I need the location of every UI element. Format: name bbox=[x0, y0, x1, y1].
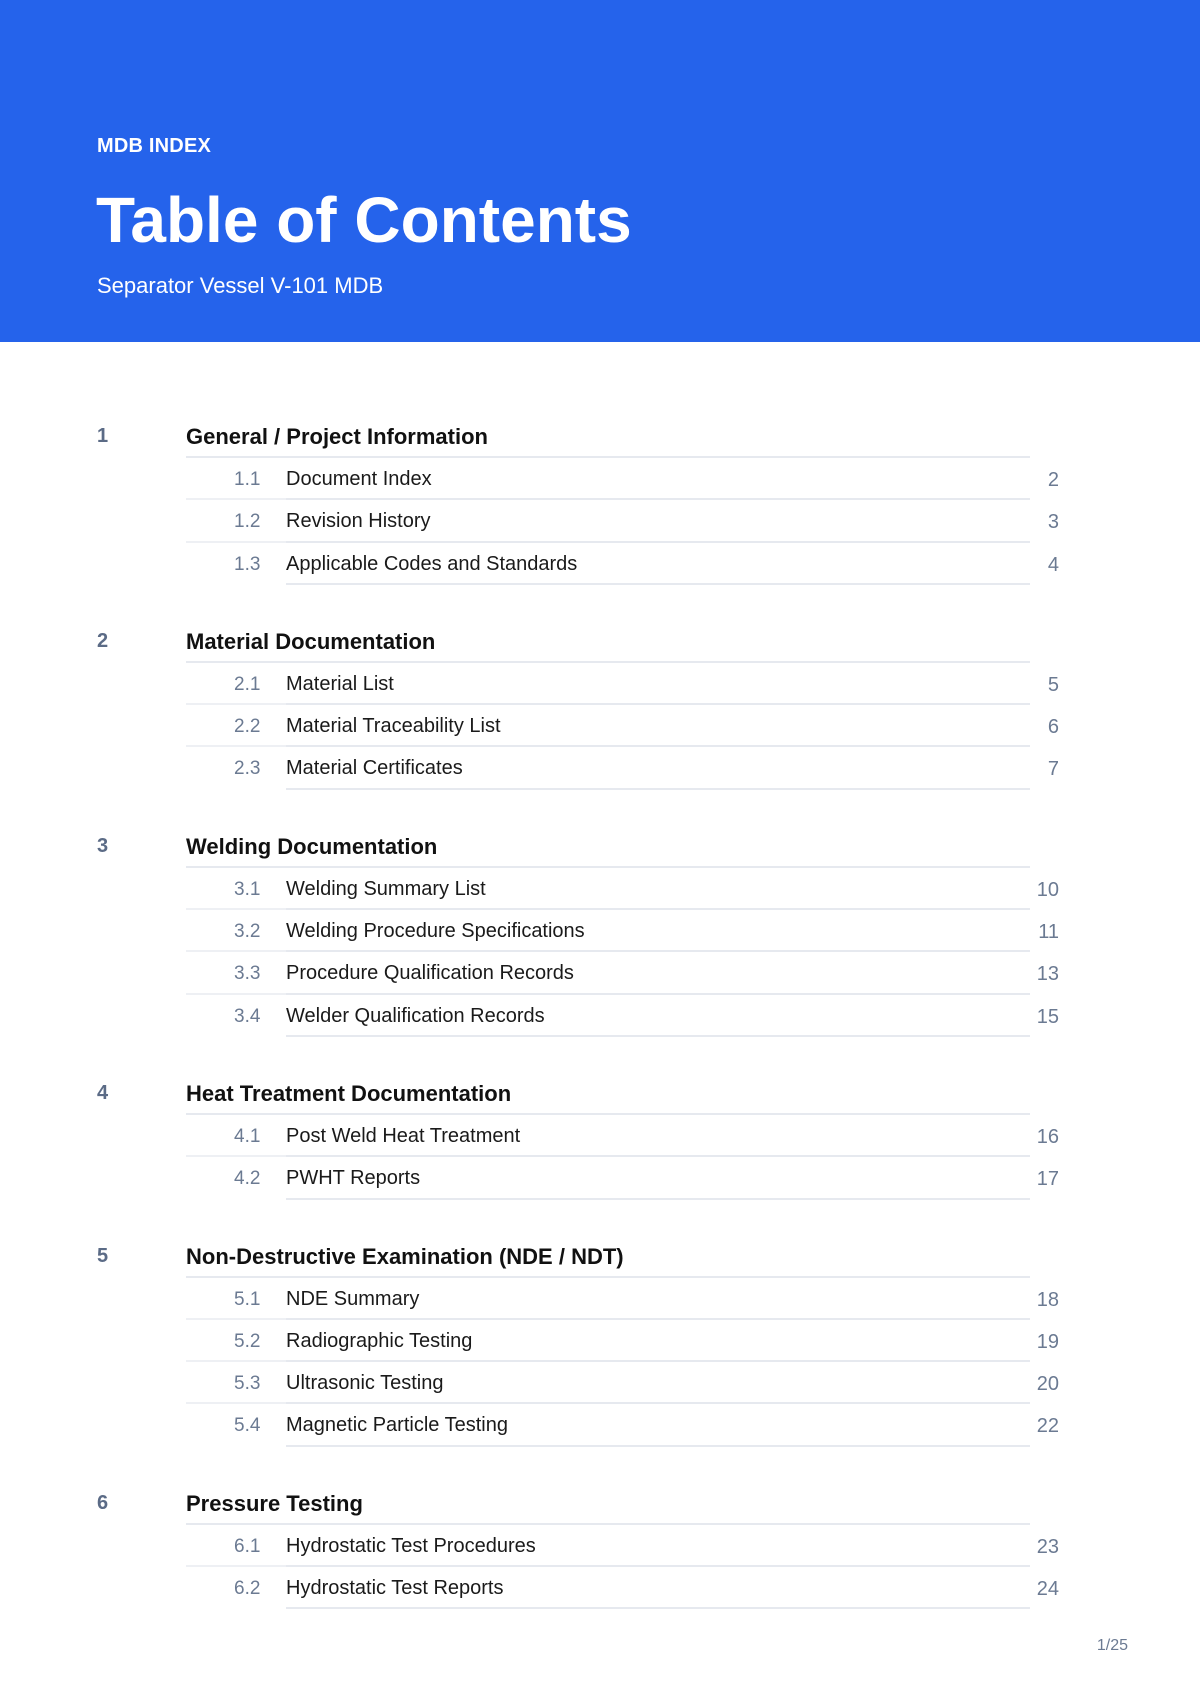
toc-section bbox=[0, 625, 1200, 790]
toc-entry[interactable] bbox=[0, 458, 1200, 500]
toc-entry[interactable] bbox=[0, 910, 1200, 952]
toc-entry[interactable] bbox=[0, 663, 1200, 705]
toc-entry[interactable] bbox=[0, 1278, 1200, 1320]
entry-number: 5.4 bbox=[234, 1415, 261, 1437]
entry-title: Welding Procedure Specifications bbox=[286, 920, 585, 943]
entry-page-number: 11 bbox=[1038, 921, 1059, 944]
entry-number: 4.2 bbox=[234, 1168, 261, 1190]
section-title: Heat Treatment Documentation bbox=[186, 1080, 512, 1106]
entry-page-number: 2 bbox=[1047, 469, 1059, 491]
entry-page-number: 4 bbox=[1047, 553, 1059, 576]
entry-number: 2.2 bbox=[234, 716, 261, 738]
section-heading[interactable] bbox=[0, 420, 1200, 458]
entry-number: 2.1 bbox=[234, 673, 261, 695]
toc-entry[interactable] bbox=[0, 1320, 1200, 1362]
table-of-contents bbox=[0, 420, 1200, 1649]
section-number: 4 bbox=[97, 1081, 109, 1104]
section-heading[interactable] bbox=[0, 830, 1200, 868]
section-title: Non-Destructive Examination (NDE / NDT) bbox=[186, 1243, 624, 1269]
entry-title: Welding Summary List bbox=[286, 877, 486, 900]
entry-divider bbox=[286, 1607, 1030, 1609]
toc-section bbox=[0, 420, 1200, 585]
entry-page-number: 18 bbox=[1036, 1288, 1059, 1311]
entry-page-number: 7 bbox=[1047, 758, 1059, 781]
entry-divider bbox=[286, 788, 1030, 790]
entry-title: Material Traceability List bbox=[286, 715, 501, 738]
entry-page-number: 15 bbox=[1036, 1005, 1059, 1028]
section-heading[interactable] bbox=[0, 625, 1200, 663]
entry-page-number: 6 bbox=[1047, 716, 1059, 739]
entry-title: Post Weld Heat Treatment bbox=[286, 1124, 521, 1147]
toc-entry[interactable] bbox=[0, 995, 1200, 1037]
toc-entry[interactable] bbox=[0, 952, 1200, 994]
section-number: 2 bbox=[97, 629, 109, 652]
entry-title: PWHT Reports bbox=[286, 1167, 421, 1190]
entry-page-number: 23 bbox=[1036, 1535, 1059, 1558]
entry-title: Magnetic Particle Testing bbox=[286, 1414, 508, 1437]
entry-number: 1.1 bbox=[234, 469, 261, 490]
entry-divider bbox=[286, 583, 1030, 585]
entry-title: Radiographic Testing bbox=[286, 1329, 473, 1352]
entry-number: 1.3 bbox=[234, 553, 261, 575]
entry-title: Document Index bbox=[286, 468, 432, 490]
toc-entry[interactable] bbox=[0, 747, 1200, 789]
entry-page-number: 19 bbox=[1036, 1330, 1059, 1353]
toc-section bbox=[0, 1240, 1200, 1447]
toc-section bbox=[0, 830, 1200, 1037]
entry-number: 6.2 bbox=[234, 1578, 261, 1600]
section-number: 3 bbox=[97, 834, 109, 857]
page-subtitle: Separator Vessel V-101 MDB bbox=[97, 273, 384, 298]
entry-divider bbox=[286, 1198, 1030, 1200]
toc-entry[interactable] bbox=[0, 868, 1200, 910]
entry-title: Material Certificates bbox=[286, 757, 463, 780]
section-title: Welding Documentation bbox=[186, 833, 438, 859]
toc-section bbox=[0, 1487, 1200, 1610]
entry-number: 2.3 bbox=[234, 758, 261, 780]
section-title: Material Documentation bbox=[186, 628, 436, 654]
toc-entry[interactable] bbox=[0, 1525, 1200, 1567]
entry-page-number: 20 bbox=[1036, 1373, 1059, 1396]
toc-entry[interactable] bbox=[0, 1115, 1200, 1157]
entry-title: NDE Summary bbox=[286, 1287, 420, 1310]
section-number: 5 bbox=[97, 1244, 109, 1267]
entry-page-number: 3 bbox=[1047, 511, 1059, 534]
toc-entry[interactable] bbox=[0, 1567, 1200, 1609]
entry-number: 3.3 bbox=[234, 963, 261, 985]
entry-number: 1.2 bbox=[234, 511, 261, 533]
entry-page-number: 16 bbox=[1036, 1125, 1059, 1148]
entry-number: 5.2 bbox=[234, 1330, 261, 1352]
entry-page-number: 24 bbox=[1036, 1578, 1059, 1601]
toc-section bbox=[0, 1077, 1200, 1200]
entry-page-number: 5 bbox=[1047, 673, 1059, 696]
entry-page-number: 17 bbox=[1036, 1168, 1059, 1191]
toc-entry[interactable] bbox=[0, 1362, 1200, 1404]
section-number: 6 bbox=[97, 1491, 109, 1514]
entry-page-number: 22 bbox=[1036, 1415, 1059, 1438]
section-heading[interactable] bbox=[0, 1487, 1200, 1525]
entry-number: 3.1 bbox=[234, 878, 261, 900]
section-title: General / Project Information bbox=[186, 424, 488, 449]
entry-page-number: 10 bbox=[1036, 878, 1059, 901]
entry-title: Hydrostatic Test Reports bbox=[286, 1577, 504, 1600]
entry-number: 5.3 bbox=[234, 1373, 261, 1395]
entry-title: Applicable Codes and Standards bbox=[286, 552, 578, 575]
page-indicator: 1/25 bbox=[1096, 1637, 1128, 1654]
entry-title: Hydrostatic Test Procedures bbox=[286, 1534, 536, 1557]
entry-divider bbox=[286, 1035, 1030, 1037]
entry-number: 3.4 bbox=[234, 1005, 261, 1027]
toc-entry[interactable] bbox=[0, 500, 1200, 542]
section-number: 1 bbox=[97, 425, 109, 447]
entry-title: Material List bbox=[286, 672, 394, 695]
header-banner bbox=[0, 0, 1200, 342]
toc-entry[interactable] bbox=[0, 543, 1200, 585]
entry-divider bbox=[286, 1445, 1030, 1447]
entry-title: Procedure Qualification Records bbox=[286, 962, 574, 985]
entry-page-number: 13 bbox=[1036, 963, 1059, 986]
eyebrow-label: MDB INDEX bbox=[97, 135, 212, 157]
page-title: Table of Contents bbox=[96, 184, 632, 256]
entry-number: 6.1 bbox=[234, 1535, 261, 1557]
entry-title: Revision History bbox=[286, 510, 431, 533]
toc-entry[interactable] bbox=[0, 1404, 1200, 1446]
entry-title: Welder Qualification Records bbox=[286, 1004, 545, 1027]
toc-entry[interactable] bbox=[0, 1157, 1200, 1199]
entry-number: 3.2 bbox=[234, 921, 261, 943]
entry-number: 5.1 bbox=[234, 1288, 261, 1310]
section-title: Pressure Testing bbox=[186, 1490, 363, 1516]
entry-title: Ultrasonic Testing bbox=[286, 1372, 444, 1395]
section-heading[interactable] bbox=[0, 1077, 1200, 1115]
section-heading[interactable] bbox=[0, 1240, 1200, 1278]
entry-number: 4.1 bbox=[234, 1125, 261, 1147]
toc-entry[interactable] bbox=[0, 705, 1200, 747]
